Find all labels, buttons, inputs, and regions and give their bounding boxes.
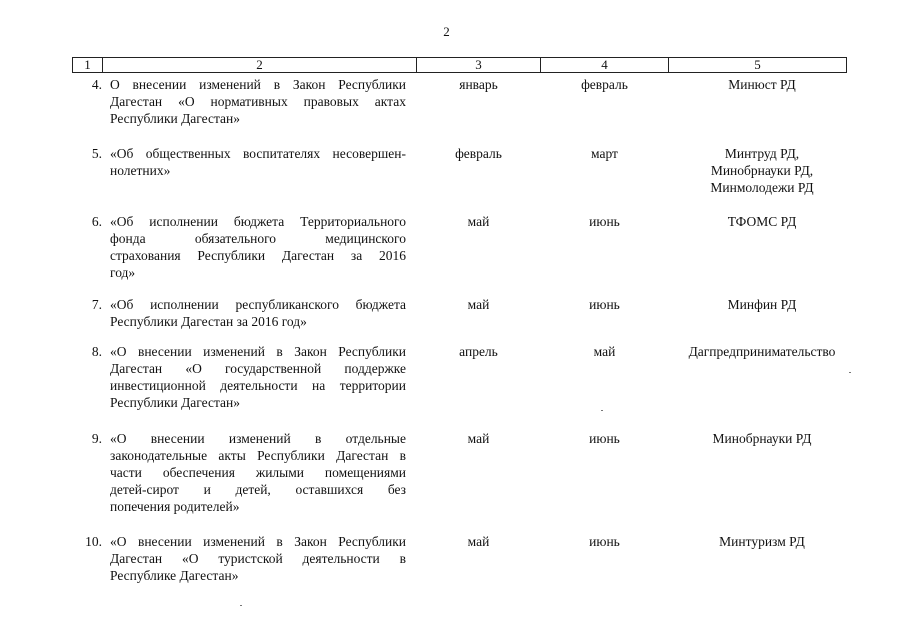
start-month: январь [459, 77, 498, 92]
end-month: июнь [589, 534, 620, 549]
row-number: 7. [91, 297, 102, 312]
end-month: июнь [589, 214, 620, 229]
responsible-agency [669, 213, 855, 230]
start-month: май [467, 534, 490, 549]
agency-line: Минобрнауки РД, [710, 163, 814, 178]
law-title [110, 430, 406, 515]
start-month: февраль [455, 146, 502, 161]
end-month: май [593, 344, 616, 359]
title-line: попечения родителей» [110, 499, 240, 514]
title-line: Республики Дагестан за 2016 год» [110, 314, 307, 329]
title-line: «О внесении изменений в отдельные [110, 431, 406, 446]
responsible-agency [669, 76, 855, 93]
agency-line: Минфин РД [727, 297, 797, 312]
law-title [110, 533, 406, 584]
title-line: «Об исполнении бюджета Территориального [110, 214, 406, 229]
end-month: март [591, 146, 618, 161]
title-line: нолетних» [110, 163, 171, 178]
title-line: инвестиционной деятельности на территории [110, 378, 406, 393]
start-month: май [467, 297, 490, 312]
law-title [110, 213, 406, 281]
title-line: Республики Дагестан» [110, 395, 241, 410]
end-month: июнь [589, 431, 620, 446]
title-line: законодательные акты Республики Дагестан в [110, 448, 406, 463]
agency-line: Дагпредпринимательство [688, 344, 836, 359]
row-number: 9. [91, 431, 102, 446]
agency-line: Минюст РД [728, 77, 796, 92]
end-month: февраль [581, 77, 628, 92]
title-line: Дагестан «О нормативных правовых актах [110, 94, 406, 109]
row-number: 8. [91, 344, 102, 359]
title-line: «Об исполнении республиканского бюджета [110, 297, 406, 312]
scan-speck [849, 372, 851, 373]
header-col-4: 4 [541, 58, 669, 73]
start-month: май [467, 214, 490, 229]
agency-line: Минтуризм РД [719, 534, 805, 549]
law-title [110, 76, 406, 127]
responsible-agency [669, 296, 855, 313]
header-col-1: 1 [73, 58, 103, 73]
title-line: Дагестан «О туристской деятельности в [110, 551, 406, 566]
responsible-agency [669, 430, 855, 447]
law-title [110, 145, 406, 179]
end-month: июнь [589, 297, 620, 312]
scan-speck [601, 410, 603, 411]
responsible-agency [669, 145, 855, 196]
agency-line: Минобрнауки РД [712, 431, 812, 446]
title-line: «О внесении изменений в Закон Республики [110, 344, 406, 359]
header-col-2: 2 [103, 58, 417, 73]
start-month: апрель [459, 344, 498, 359]
row-number: 5. [91, 146, 102, 161]
title-line: «Об общественных воспитателях несовершен- [110, 146, 406, 161]
row-number: 10. [85, 534, 102, 549]
agency-line: Минтруд РД, [724, 146, 800, 161]
agency-line: Минмолодежи РД [710, 180, 814, 195]
title-line: страхования Республики Дагестан за 2016 [110, 248, 406, 263]
title-line: Республике Дагестан» [110, 568, 239, 583]
title-line: детей-сирот и детей, оставшихся без [110, 482, 406, 497]
title-line: Дагестан «О государственной поддержке [110, 361, 406, 376]
title-line: О внесении изменений в Закон Республики [110, 77, 406, 92]
scan-speck [240, 605, 242, 606]
row-number: 4. [91, 77, 102, 92]
column-header-row [72, 57, 847, 73]
agency-line: ТФОМС РД [727, 214, 797, 229]
law-title [110, 296, 406, 330]
row-number: 6. [91, 214, 102, 229]
header-col-5: 5 [669, 58, 847, 73]
law-title [110, 343, 406, 411]
title-line: год» [110, 265, 136, 280]
responsible-agency [669, 343, 855, 360]
title-line: фонда обязательного медицинского [110, 231, 406, 246]
title-line: Республики Дагестан» [110, 111, 241, 126]
header-col-3: 3 [417, 58, 541, 73]
title-line: части обеспечения жилыми помещениями [110, 465, 406, 480]
title-line: «О внесении изменений в Закон Республики [110, 534, 406, 549]
responsible-agency [669, 533, 855, 550]
page-number: 2 [443, 24, 450, 39]
start-month: май [467, 431, 490, 446]
